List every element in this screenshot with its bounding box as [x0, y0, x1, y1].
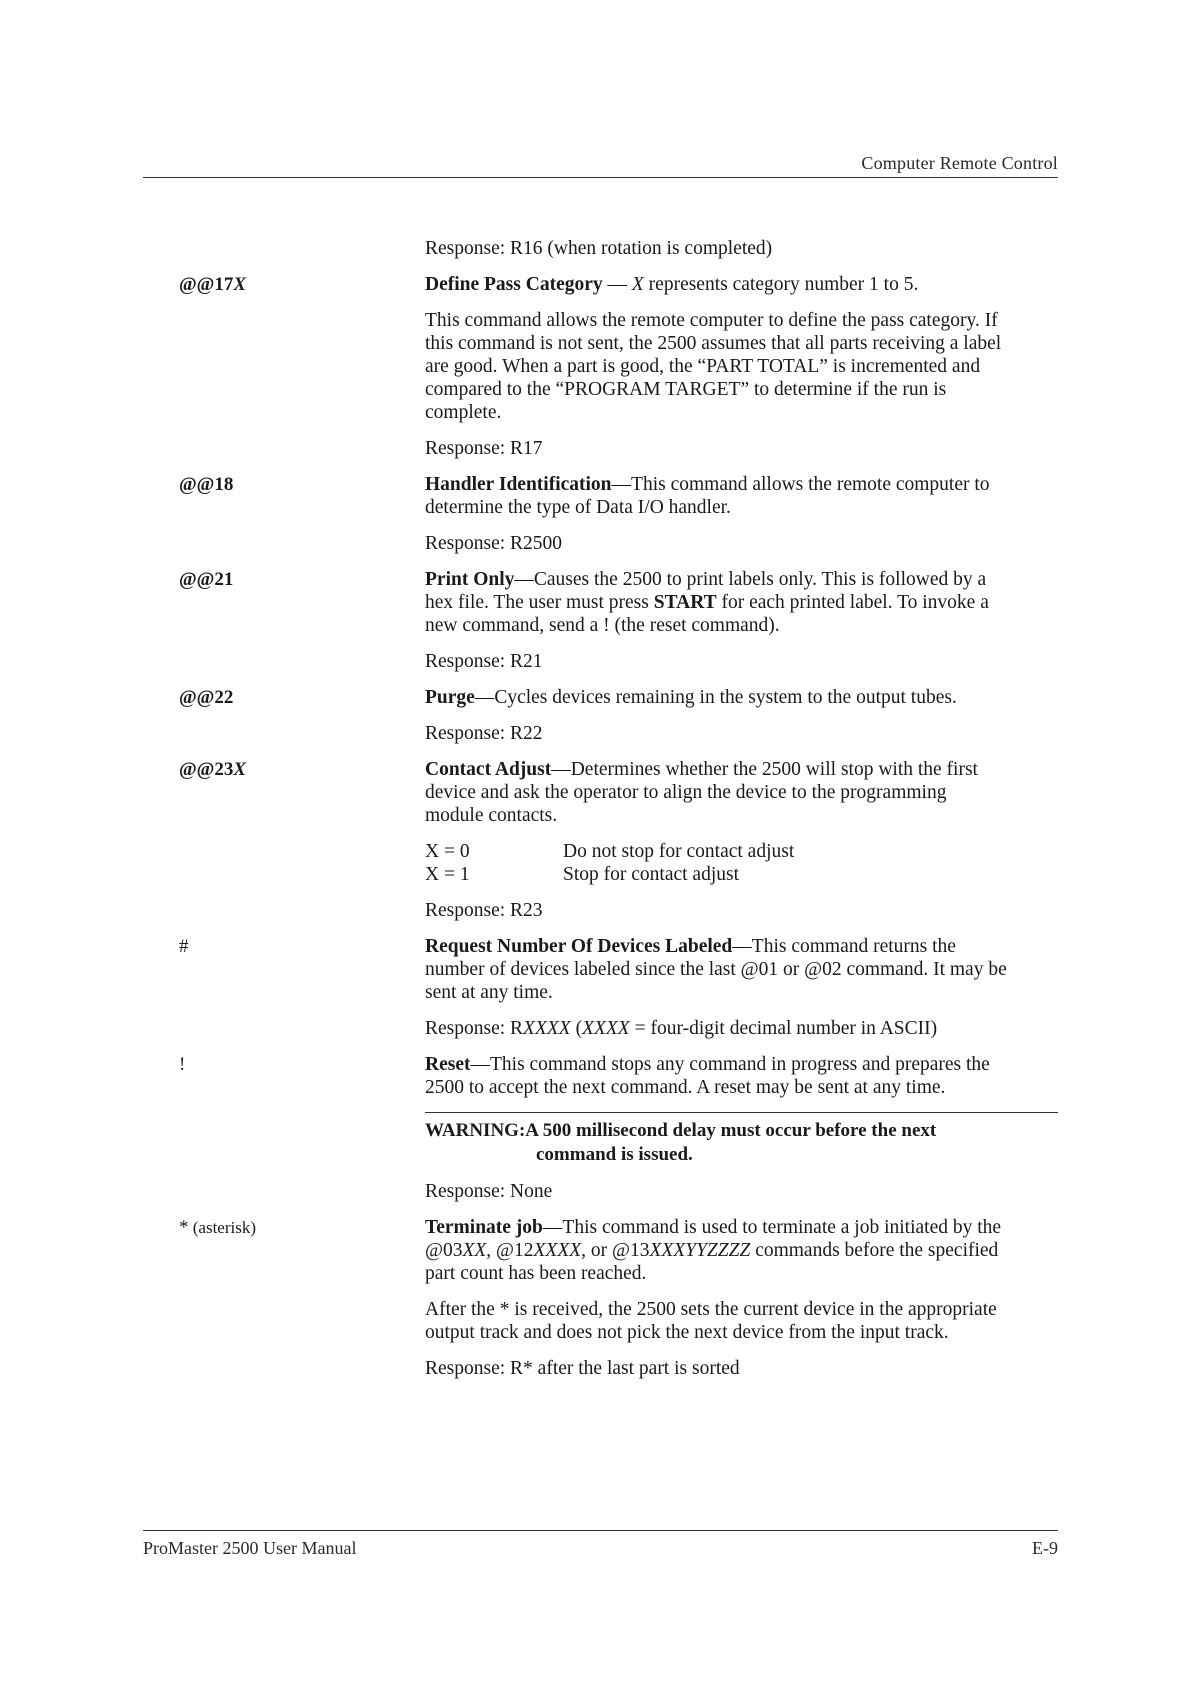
command-code-21: @@21 — [179, 569, 234, 590]
response-r22: Response: R22 — [425, 723, 543, 744]
footer-page-number: E-9 — [1032, 1538, 1058, 1558]
footer-manual-title: ProMaster 2500 User Manual — [143, 1538, 357, 1558]
option-desc-0: Do not stop for contact adjust — [563, 841, 795, 862]
command-17-title: Define Pass Category — X represents category number 1 to 5. — [425, 274, 919, 295]
command-star-line-1: Terminate job—This command is used to terminate a job initiated by the — [425, 1217, 1002, 1238]
command-code-17: @@17X — [179, 274, 247, 295]
command-21-line-1: Print Only—Causes the 2500 to print labels only. This is followed by a — [425, 569, 987, 590]
command-code-23: @@23X — [179, 759, 247, 780]
command-17-desc-1: This command allows the remote computer to define the pass category. If — [425, 310, 998, 331]
command-23-line-1: Contact Adjust—Determines whether the 2500 will stop with the first — [425, 759, 978, 780]
command-23-line-3: module contacts. — [425, 805, 558, 826]
command-17-desc-3: are good. When a part is good, the “PART TOTAL” is incremented and — [425, 356, 981, 377]
command-code-asterisk: * (asterisk) — [179, 1217, 257, 1238]
response-r17: Response: R17 — [425, 438, 543, 459]
warning-line-2: command is issued. — [536, 1144, 693, 1165]
option-desc-1: Stop for contact adjust — [563, 864, 740, 885]
command-code-22: @@22 — [179, 687, 234, 708]
command-23-line-2: device and ask the operator to align the device to the programming — [425, 782, 947, 803]
command-code-hash: # — [179, 936, 189, 957]
warning-line-1: WARNING:A 500 millisecond delay must occur before the next — [425, 1120, 937, 1141]
command-star-para2-line-2: output track and does not pick the next device from the input track. — [425, 1322, 949, 1343]
footer-rule — [143, 1530, 1058, 1531]
command-18-line-2: determine the type of Data I/O handler. — [425, 497, 731, 518]
option-value-1: X = 1 — [425, 864, 470, 885]
response-none: Response: None — [425, 1181, 553, 1202]
command-code-bang: ! — [179, 1054, 186, 1075]
command-17-desc-4: compared to the “PROGRAM TARGET” to determine if the run is — [425, 379, 947, 400]
option-value-0: X = 0 — [425, 841, 470, 862]
command-17-desc-5: complete. — [425, 402, 502, 423]
command-21-line-3: new command, send a ! (the reset command). — [425, 615, 780, 636]
command-star-line-2: @03XX, @12XXXX, or @13XXXYYZZZZ commands before the specified — [425, 1240, 999, 1261]
warning-rule — [425, 1112, 1058, 1113]
command-bang-line-1: Reset—This command stops any command in progress and prepares the — [425, 1054, 990, 1075]
command-18-line-1: Handler Identification—This command allows the remote computer to — [425, 474, 990, 495]
command-code-18: @@18 — [179, 474, 234, 495]
running-header: Computer Remote Control — [861, 153, 1058, 173]
response-r21: Response: R21 — [425, 651, 543, 672]
command-21-line-2: hex file. The user must press START for each printed label. To invoke a — [425, 592, 989, 613]
response-rxxxx: Response: RXXXX (XXXX = four-digit decimal number in ASCII) — [425, 1018, 938, 1039]
response-rstar: Response: R* after the last part is sorted — [425, 1358, 740, 1379]
response-r16: Response: R16 (when rotation is completed) — [425, 238, 773, 259]
command-star-line-3: part count has been reached. — [425, 1263, 647, 1284]
command-hash-line-3: sent at any time. — [425, 982, 553, 1003]
command-bang-line-2: 2500 to accept the next command. A reset may be sent at any time. — [425, 1077, 946, 1098]
command-star-para2-line-1: After the * is received, the 2500 sets the current device in the appropriate — [425, 1299, 997, 1320]
header-rule — [143, 177, 1058, 178]
command-17-desc-2: this command is not sent, the 2500 assumes that all parts receiving a label — [425, 333, 1002, 354]
response-r2500: Response: R2500 — [425, 533, 563, 554]
command-hash-line-1: Request Number Of Devices Labeled—This command returns the — [425, 936, 956, 957]
command-22-line-1: Purge—Cycles devices remaining in the system to the output tubes. — [425, 687, 957, 708]
response-r23: Response: R23 — [425, 900, 543, 921]
command-hash-line-2: number of devices labeled since the last @01 or @02 command. It may be — [425, 959, 1007, 980]
